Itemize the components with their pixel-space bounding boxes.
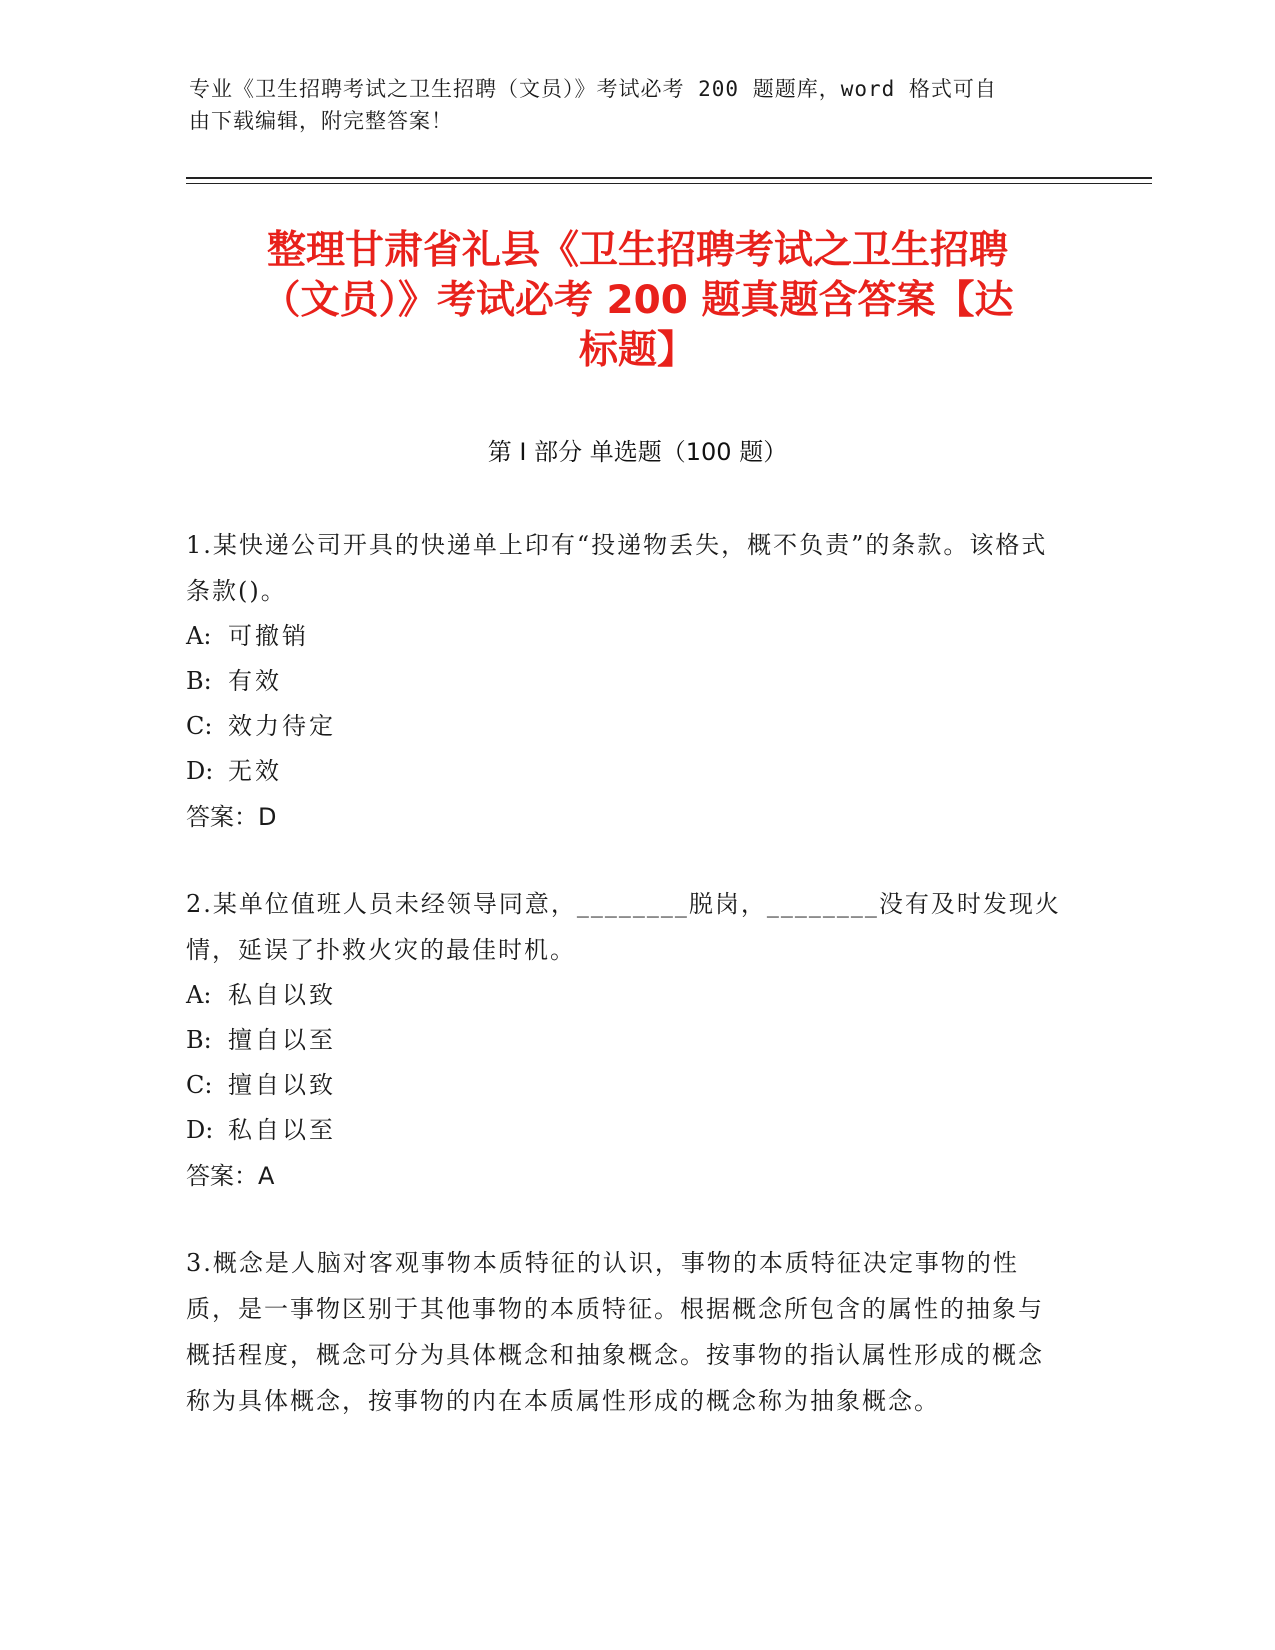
option-letter: D: <box>186 1116 214 1144</box>
option-letter: C: <box>186 1071 213 1099</box>
question-stem: 3.概念是人脑对客观事物本质特征的认识，事物的本质特征决定事物的性质，是一事物区别于其他事物的本质特征。根据概念所包含的属性的抽象与概括程度，概念可分为具体概念和抽象概念。按事物的指认属性形成的概念称为具体概念，按事物的内在本质属性形成的概念称为抽象概念。 <box>186 1249 1044 1415</box>
option-a <box>186 973 1066 1018</box>
option-text: 擅自以至 <box>228 1026 336 1054</box>
section-title: 第 I 部分 单选题（100 题） <box>487 438 788 466</box>
header-divider-thin <box>186 183 1152 184</box>
document-title-line3: 标题】 <box>578 328 696 373</box>
question-3 <box>186 1240 1066 1424</box>
question-answer: 答案：A <box>186 1162 275 1190</box>
option-c <box>186 1063 1066 1108</box>
option-text: 无效 <box>228 757 282 785</box>
question-2 <box>186 881 1066 1199</box>
header-note <box>189 73 1069 137</box>
option-d <box>186 1108 1066 1153</box>
option-letter: B: <box>186 667 212 695</box>
question-answer: 答案：D <box>186 803 277 831</box>
document-title-line1: 整理甘肃省礼县《卫生招聘考试之卫生招聘 <box>266 228 1008 273</box>
option-text: 私自以至 <box>228 1116 336 1144</box>
option-text: 擅自以致 <box>228 1071 336 1099</box>
header-divider-thick <box>186 177 1152 179</box>
option-letter: A: <box>186 981 212 1009</box>
option-text: 可撤销 <box>228 622 309 650</box>
option-b <box>186 659 1066 704</box>
option-letter: D: <box>186 757 214 785</box>
document-title <box>150 226 1125 376</box>
option-b <box>186 1018 1066 1063</box>
option-d <box>186 749 1066 794</box>
option-text: 效力待定 <box>228 712 336 740</box>
option-letter: A: <box>186 622 212 650</box>
option-letter: C: <box>186 712 213 740</box>
question-stem: 2.某单位值班人员未经领导同意，________脱岗，________没有及时发现火情，延误了扑救火灾的最佳时机。 <box>186 890 1061 964</box>
option-letter: B: <box>186 1026 212 1054</box>
question-1 <box>186 522 1066 840</box>
option-c <box>186 704 1066 749</box>
header-note-line1: 专业《卫生招聘考试之卫生招聘（文员）》考试必考 200 题题库，word 格式可自 <box>189 77 997 101</box>
header-note-line2: 由下载编辑，附完整答案！ <box>189 109 453 133</box>
question-stem: 1.某快递公司开具的快递单上印有“投递物丢失，概不负责”的条款。该格式条款()。 <box>186 531 1048 605</box>
option-text: 有效 <box>228 667 282 695</box>
option-text: 私自以致 <box>228 981 336 1009</box>
option-a <box>186 614 1066 659</box>
document-title-line2: （文员）》考试必考 200 题真题含答案【达 <box>261 278 1014 323</box>
